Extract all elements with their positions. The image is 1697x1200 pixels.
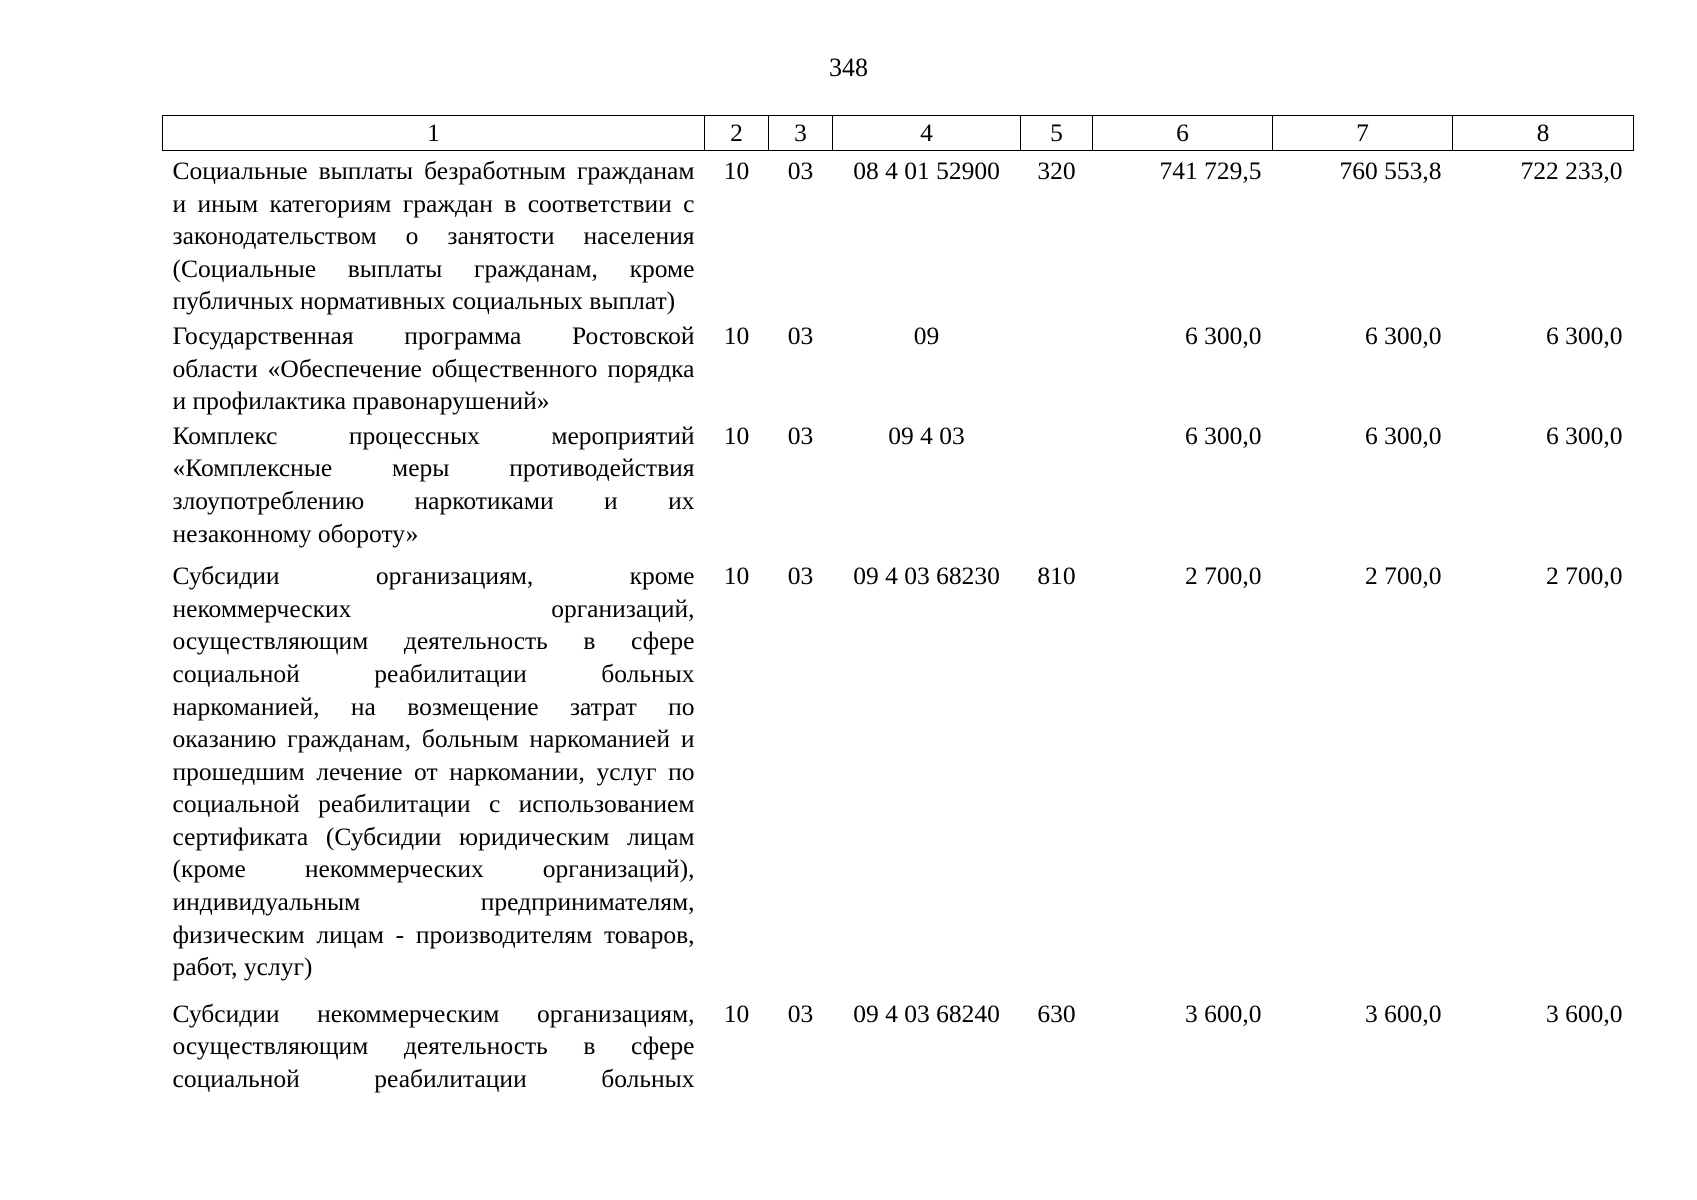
header-row xyxy=(163,116,1634,151)
header-col-2: 2 xyxy=(705,116,769,151)
table-row xyxy=(163,984,1634,1096)
header-col-6: 6 xyxy=(1093,116,1273,151)
header-col-1: 1 xyxy=(163,116,705,151)
row-description: Субсидии организациям, кроме некоммерческих организаций, осуществляющим деятельность в сфере социальной реабилитации больных наркоманией, на возмещение затрат по оказанию гражданам, больным наркоманией и прошедшим лечение от наркомании, услуг по социальной реабилитации с использованием сертификата (Субсидии юридическим лицам (кроме некоммерческих организаций), индивидуальным предпринимателям, физическим лицам - производителям товаров, работ, услуг) xyxy=(172,561,695,982)
row-sum-2: 6 300,0 xyxy=(1365,320,1442,350)
row-description: Комплекс процессных мероприятий «Комплексные меры противодействия злоупотреблению наркотиками и их незаконному обороту» xyxy=(172,420,695,548)
row-rz: 10 xyxy=(723,420,750,450)
row-sum-1: 6 300,0 xyxy=(1185,320,1262,350)
row-pr: 03 xyxy=(787,156,814,185)
row-csr: 09 xyxy=(913,320,940,350)
row-sum-2: 760 553,8 xyxy=(1339,156,1442,185)
row-description: Субсидии некоммерческим организациям, осуществляющим деятельность в сфере социальной реабилитации больных xyxy=(172,998,695,1094)
row-description: Социальные выплаты безработным гражданам и иным категориям граждан в соответствии с законодательством о занятости населения (Социальные выплаты гражданам, кроме публичных нормативных социальных выплат) xyxy=(172,156,695,316)
row-sum-2: 2 700,0 xyxy=(1365,561,1442,591)
row-sum-3: 2 700,0 xyxy=(1546,561,1623,591)
header-col-7: 7 xyxy=(1273,116,1453,151)
row-csr: 09 4 03 xyxy=(888,420,965,450)
row-rz: 10 xyxy=(723,998,750,1028)
row-csr: 08 4 01 52900 xyxy=(853,156,1000,185)
table-row xyxy=(163,318,1634,418)
row-sum-2: 6 300,0 xyxy=(1365,420,1442,450)
budget-table xyxy=(162,115,1634,1096)
row-description: Государственная программа Ростовской области «Обеспечение общественного порядка и профилактика правонарушений» xyxy=(172,320,695,416)
row-pr: 03 xyxy=(787,561,814,591)
row-sum-3: 6 300,0 xyxy=(1546,420,1623,450)
row-sum-1: 3 600,0 xyxy=(1185,998,1262,1028)
row-pr: 03 xyxy=(787,998,814,1028)
table-row xyxy=(163,550,1634,984)
page-number: 348 xyxy=(829,53,868,82)
header-col-3: 3 xyxy=(769,116,833,151)
row-vr: 810 xyxy=(1037,561,1076,591)
header-col-8: 8 xyxy=(1453,116,1634,151)
row-sum-1: 741 729,5 xyxy=(1159,156,1262,185)
row-rz: 10 xyxy=(723,320,750,350)
row-sum-2: 3 600,0 xyxy=(1365,998,1442,1028)
row-vr xyxy=(1021,418,1093,550)
table-row xyxy=(163,151,1634,318)
header-col-4: 4 xyxy=(833,116,1021,151)
row-vr: 630 xyxy=(1037,998,1076,1028)
row-rz: 10 xyxy=(723,561,750,591)
row-sum-1: 2 700,0 xyxy=(1185,561,1262,591)
row-csr: 09 4 03 68240 xyxy=(853,998,1000,1028)
row-rz: 10 xyxy=(723,156,750,185)
row-vr: 320 xyxy=(1037,156,1076,185)
table-row xyxy=(163,418,1634,550)
row-sum-1: 6 300,0 xyxy=(1185,420,1262,450)
row-sum-3: 6 300,0 xyxy=(1546,320,1623,350)
header-col-5: 5 xyxy=(1021,116,1093,151)
row-sum-3: 3 600,0 xyxy=(1546,998,1623,1028)
row-csr: 09 4 03 68230 xyxy=(853,561,1000,591)
row-pr: 03 xyxy=(787,420,814,450)
row-sum-3: 722 233,0 xyxy=(1520,156,1623,185)
row-pr: 03 xyxy=(787,320,814,350)
row-vr xyxy=(1021,318,1093,418)
